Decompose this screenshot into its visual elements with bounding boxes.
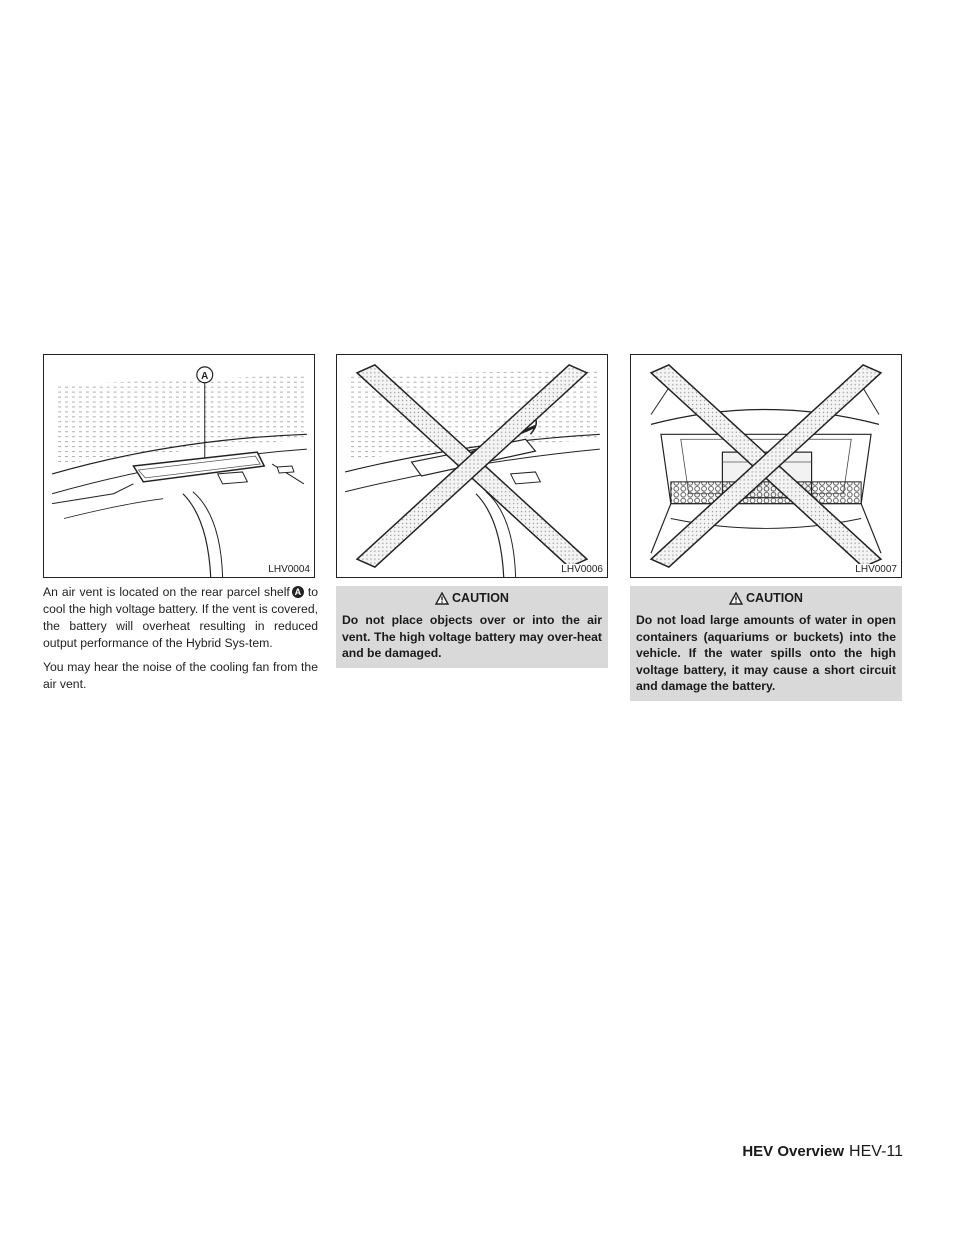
caution-box-water [630, 586, 902, 701]
paragraph-air-vent: An air vent is located on the rear parcel shelf A to cool the high voltage battery. If the vent is covered, the battery will overheat resulting in reduced output performance of the Hybrid Sys-tem. [43, 585, 318, 650]
section-title: HEV Overview [742, 1143, 845, 1160]
figure-no-objects-on-vent [336, 354, 608, 578]
paragraph-cooling-fan: You may hear the noise of the cooling fan from the air vent. [43, 660, 318, 691]
figure-no-water-containers [630, 354, 902, 578]
figure-code: LHV0004 [268, 564, 310, 575]
callout-a-icon: A [292, 586, 304, 598]
blocked-vent-illustration [337, 355, 607, 577]
page-number: HEV-11 [849, 1143, 903, 1160]
figure-code: LHV0006 [561, 564, 603, 575]
body-text [43, 584, 318, 700]
parcel-shelf-illustration [44, 355, 314, 577]
caution-text: Do not place objects over or into the air vent. The high voltage battery may over-heat and be damaged. [342, 613, 602, 660]
figure-air-vent-location [43, 354, 315, 578]
figure-code: LHV0007 [855, 564, 897, 575]
caution-box-air-vent [336, 586, 608, 668]
page-footer [742, 1143, 903, 1161]
caution-heading: CAUTION [636, 588, 896, 608]
warning-triangle-icon [435, 592, 449, 605]
callout-a-label: A [201, 370, 209, 382]
caution-text: Do not load large amounts of water in open containers (aquariums or buckets) into the vehicle. If the water spills onto the high voltage battery, it may cause a short circuit and damage the battery. [636, 613, 896, 693]
caution-heading: CAUTION [342, 588, 602, 608]
trunk-illustration [631, 355, 901, 577]
warning-triangle-icon [729, 592, 743, 605]
